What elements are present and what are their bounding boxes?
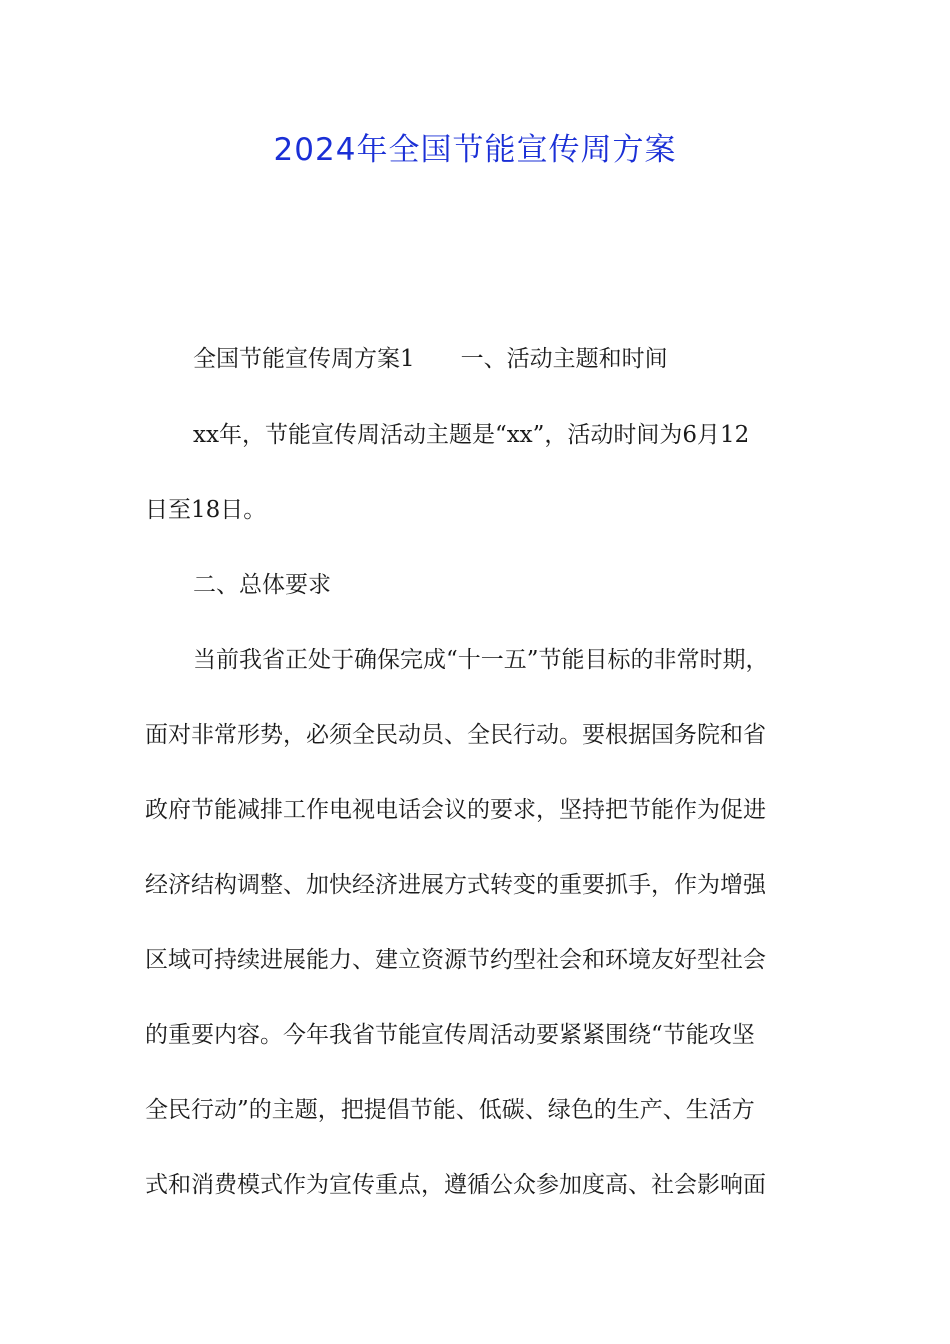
heading-general-requirements: 二、总体要求 xyxy=(193,572,331,598)
paragraph-line: 日至18日。 xyxy=(145,497,267,523)
paragraph-line: 式和消费模式作为宣传重点，遵循公众参加度高、社会影响面 xyxy=(145,1172,766,1198)
paragraph-line: xx年，节能宣传周活动主题是“xx”，活动时间为6月12 xyxy=(193,422,750,448)
section-line xyxy=(193,342,668,376)
paragraph-line: 当前我省正处于确保完成“十一五”节能目标的非常时期， xyxy=(193,647,769,673)
heading-activity-theme: 一、活动主题和时间 xyxy=(460,346,668,372)
paragraph-line: 全民行动”的主题，把提倡节能、低碳、绿色的生产、生活方 xyxy=(145,1097,755,1123)
paragraph-line: 区域可持续进展能力、建立资源节约型社会和环境友好型社会 xyxy=(145,947,766,973)
paragraph-line: 面对非常形势，必须全民动员、全民行动。要根据国务院和省 xyxy=(145,722,766,748)
document-title: 2024年全国节能宣传周方案 xyxy=(273,132,677,168)
paragraph-line: 政府节能减排工作电视电话会议的要求，坚持把节能作为促进 xyxy=(145,797,766,823)
paragraph-line: 的重要内容。今年我省节能宣传周活动要紧紧围绕“节能攻坚 xyxy=(145,1022,755,1048)
paragraph-line: 经济结构调整、加快经济进展方式转变的重要抓手，作为增强 xyxy=(145,872,766,898)
section-label: 全国节能宣传周方案1 xyxy=(193,346,415,372)
